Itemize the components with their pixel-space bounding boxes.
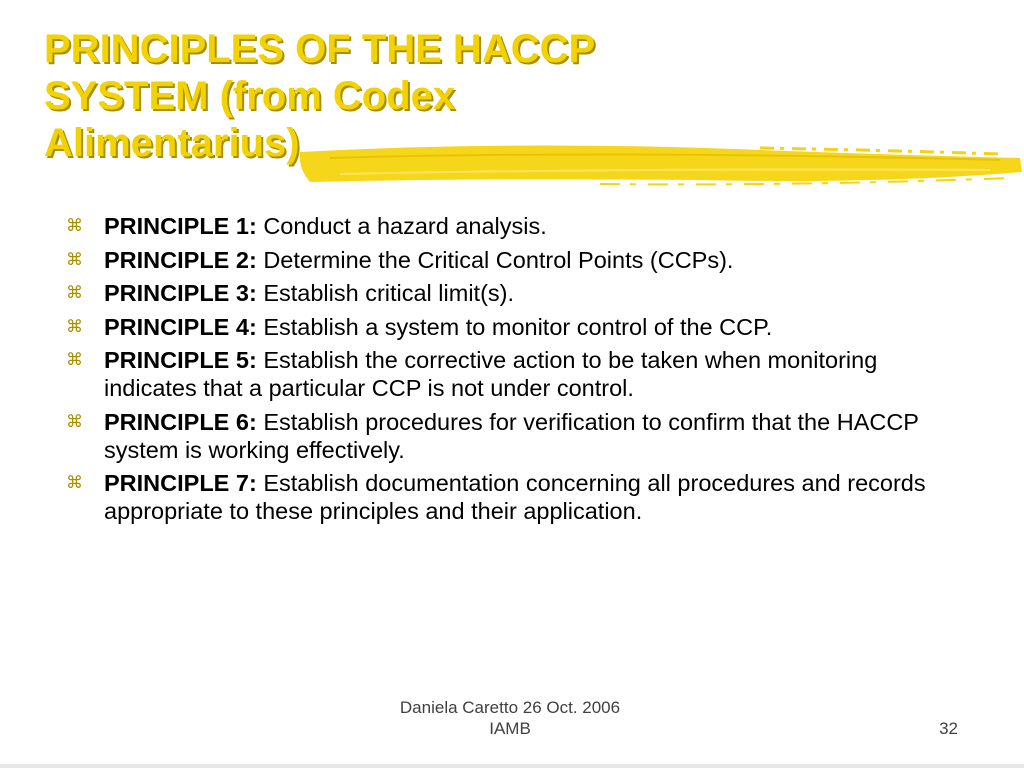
principle-text: Conduct a hazard analysis.	[263, 213, 547, 239]
principle-label: PRINCIPLE 5:	[104, 347, 257, 373]
principle-item	[66, 346, 966, 402]
principle-label: PRINCIPLE 7:	[104, 470, 257, 496]
principle-text: Establish a system to monitor control of the CCP.	[263, 313, 773, 340]
principle-item	[66, 279, 966, 307]
principle-item	[66, 212, 966, 240]
footer-author-date: Daniela Caretto 26 Oct. 2006	[399, 698, 621, 717]
principle-label: PRINCIPLE 4:	[104, 313, 257, 340]
principle-item	[66, 469, 966, 525]
principle-item	[66, 246, 966, 274]
principle-item	[66, 313, 966, 341]
title-line: PRINCIPLES OF THE HACCP	[44, 27, 596, 71]
command-key-icon: ⌘	[66, 216, 83, 236]
title-line: SYSTEM (from Codex	[44, 74, 456, 118]
slide-footer	[360, 697, 660, 739]
bottom-edge-divider	[0, 764, 1024, 768]
principle-label: PRINCIPLE 3:	[104, 280, 257, 306]
command-key-icon: ⌘	[66, 411, 83, 432]
principle-text: Determine the Critical Control Points (CCPs).	[263, 246, 734, 273]
command-key-icon: ⌘	[66, 350, 83, 370]
principle-label: PRINCIPLE 2:	[104, 246, 257, 273]
principle-label: PRINCIPLE 6:	[104, 408, 257, 435]
principle-text: Establish documentation concerning all procedures and records appropriate to these principles and their application.	[104, 470, 926, 524]
principle-text: Establish procedures for verification to confirm that the HACCP system is working effectively.	[104, 408, 919, 463]
principle-text: Establish the corrective action to be taken when monitoring indicates that a particular CCP is not under control.	[104, 347, 878, 401]
title-line: Alimentarius)	[44, 121, 300, 165]
command-key-icon: ⌘	[66, 473, 83, 493]
command-key-icon: ⌘	[66, 283, 83, 303]
command-key-icon: ⌘	[66, 249, 83, 270]
principle-item	[66, 408, 966, 464]
page-number: 32	[939, 719, 958, 738]
command-key-icon: ⌘	[66, 316, 83, 337]
principles-list	[66, 212, 966, 531]
footer-institution: IAMB	[489, 719, 531, 738]
slide-title	[44, 26, 804, 167]
principle-text: Establish critical limit(s).	[263, 280, 515, 306]
principle-label: PRINCIPLE 1:	[104, 213, 257, 239]
